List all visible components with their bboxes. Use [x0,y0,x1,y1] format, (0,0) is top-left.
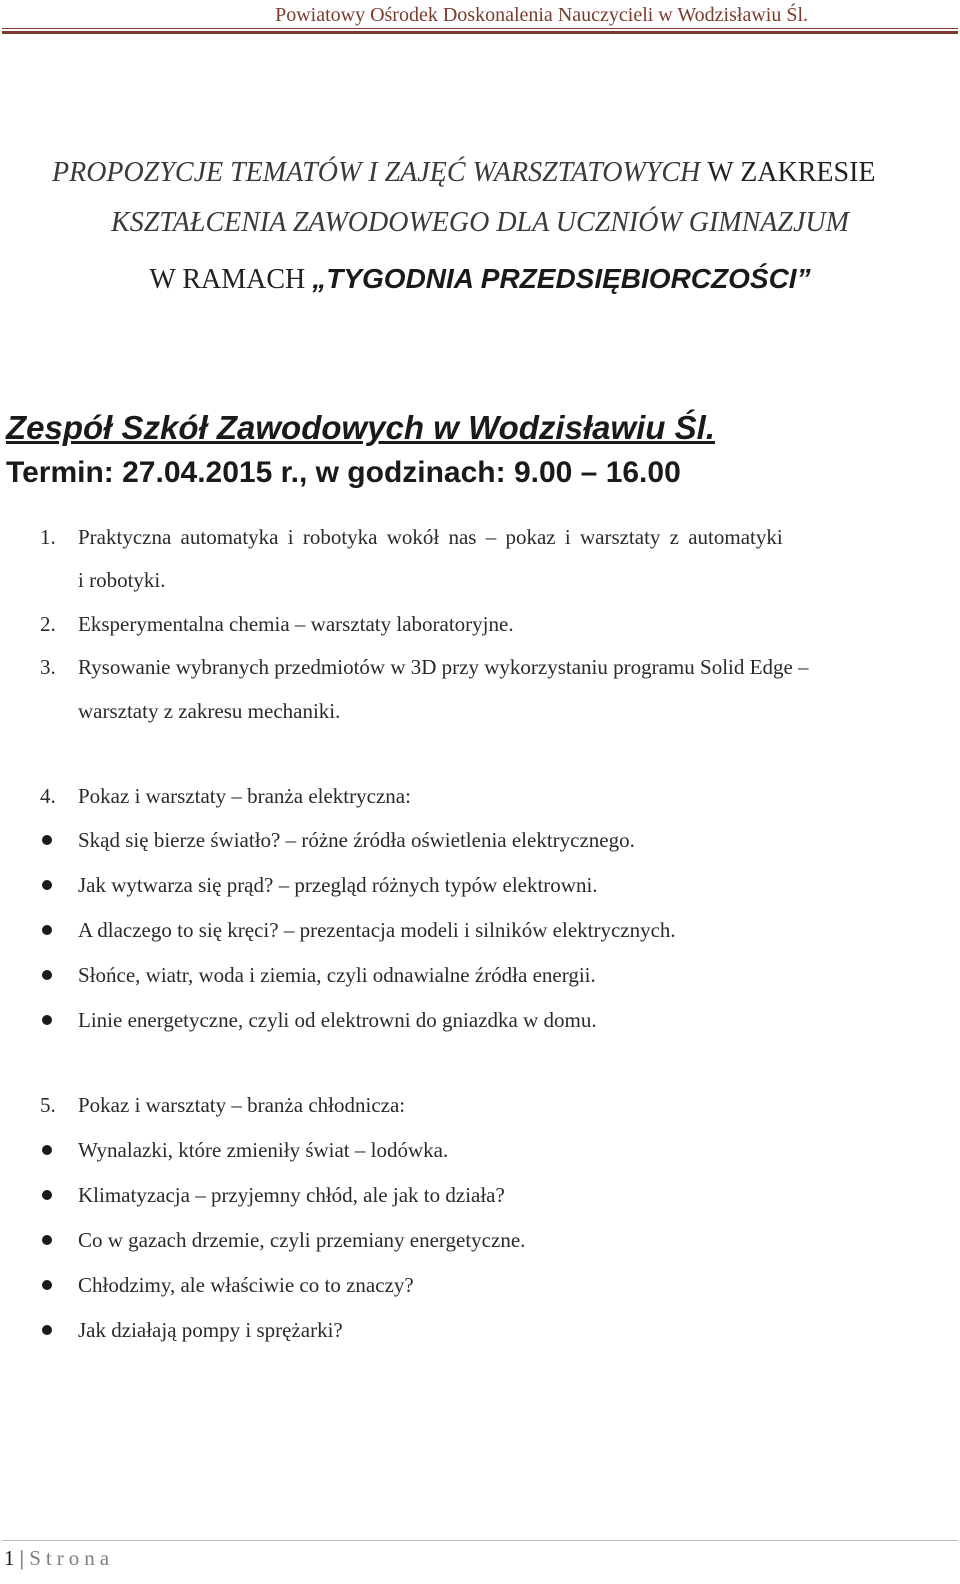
header-institution: Powiatowy Ośrodek Doskonalenia Nauczycieli w Wodzisławiu Śl. [275,4,808,26]
item-text-continued: i robotyki. [78,568,166,592]
bullet-dot-icon [42,835,52,845]
bullet-text: Słońce, wiatr, woda i ziemia, czyli odnawialne źródła energii. [78,963,596,987]
bullet-dot-icon [42,1325,52,1335]
header-rule [2,28,958,29]
item-text: Praktyczna automatyka i robotyka wokół nas – pokaz i warsztaty z automatyki [78,525,783,549]
bullet-text: Jak działają pompy i sprężarki? [78,1318,343,1342]
footer-rule [2,1540,958,1541]
event-name: „TYGODNIA PRZEDSIĘBIORCZOŚCI” [312,263,811,294]
page-number: 1 [4,1546,15,1570]
bullet-text: Linie energetyczne, czyli od elektrowni do gniazdka w domu. [78,1008,597,1032]
item-number: 5. [40,1093,56,1117]
bullet-dot-icon [42,1280,52,1290]
bullet-dot-icon [42,1145,52,1155]
bullet-text: Chłodzimy, ale właściwie co to znaczy? [78,1273,414,1297]
item-text: Pokaz i warsztaty – branża chłodnicza: [78,1093,406,1117]
item-text: Eksperymentalna chemia – warsztaty laboratoryjne. [78,612,514,636]
title-line-1-italic: PROPOZYCJE TEMATÓW I ZAJĘĆ WARSZTATOWYCH [52,157,708,188]
item-number: 4. [40,784,56,808]
footer-separator: | [19,1546,24,1570]
bullet-dot-icon [42,1015,52,1025]
item-text: Rysowanie wybranych przedmiotów w 3D przy wykorzystaniu programu Solid Edge – [78,655,809,679]
item-text: Pokaz i warsztaty – branża elektryczna: [78,784,411,808]
title-line-2 [0,206,960,240]
title-line-1 [52,156,906,190]
bullet-text: Jak wytwarza się prąd? – przegląd różnych typów elektrowni. [78,873,598,897]
bullet-text: Skąd się bierze światło? – różne źródła oświetlenia elektrycznego. [78,828,635,852]
bullet-text: Klimatyzacja – przyjemny chłód, ale jak to działa? [78,1183,505,1207]
page-label: Strona [29,1546,115,1570]
title-line-3-prefix: W RAMACH [149,264,313,295]
bullet-text: Co w gazach drzemie, czyli przemiany energetyczne. [78,1228,526,1252]
bullet-dot-icon [42,880,52,890]
school-name: Zespół Szkół Zawodowych w Wodzisławiu Śl. [6,409,715,446]
bullet-dot-icon [42,1190,52,1200]
title-line-2-text: KSZTAŁCENIA ZAWODOWEGO DLA UCZNIÓW GIMNAZJUM [111,207,849,238]
title-line-1-upright: W ZAKRESIE [707,157,876,188]
title-line-3 [0,262,960,297]
bullet-text: Wynalazki, które zmieniły świat – lodówka. [78,1138,449,1162]
event-term: Termin: 27.04.2015 r., w godzinach: 9.00 – 16.00 [6,456,681,489]
item-number: 3. [40,655,56,679]
header-rule-thick [2,31,958,34]
bullet-dot-icon [42,970,52,980]
item-number: 2. [40,612,56,636]
page-footer [4,1546,114,1570]
item-text-continued: warsztaty z zakresu mechaniki. [78,699,341,723]
bullet-text: A dlaczego to się kręci? – prezentacja modeli i silników elektrycznych. [78,918,676,942]
bullet-dot-icon [42,925,52,935]
item-number: 1. [40,525,56,549]
bullet-dot-icon [42,1235,52,1245]
